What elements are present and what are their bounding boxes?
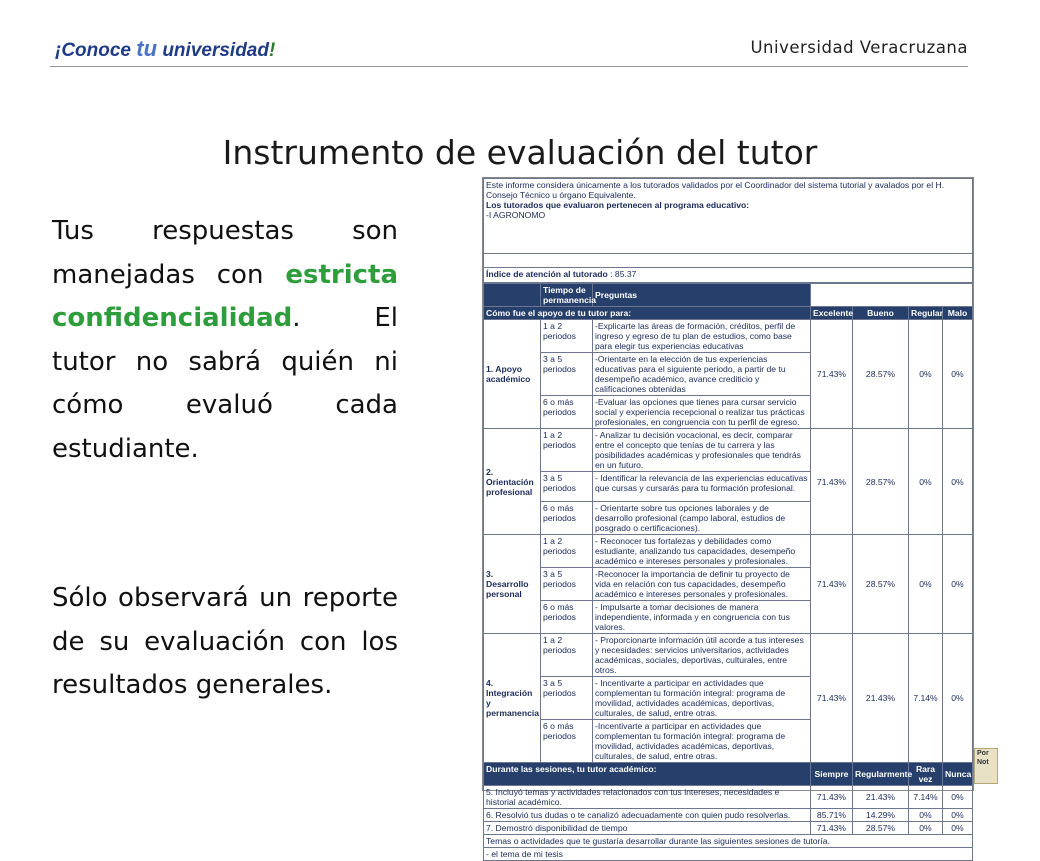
percentage-cell: 71.43% — [811, 320, 853, 429]
topic-item: - el tema de mi tesis — [484, 848, 973, 861]
institution-name: Universidad Veracruzana — [750, 38, 968, 57]
question-cell: - Identificar la relevancia de las experiencias educativas que cursas y cursarás para tu formación profesional. — [593, 472, 811, 502]
confidentiality-paragraph: Tus respuestas son manejadas con estricta confidencialidad. El tutor no sabrá quién ni cómo evaluó cada estudiante. — [52, 216, 398, 464]
session-item-value: 0% — [943, 786, 973, 809]
percentage-cell: 21.43% — [853, 634, 909, 763]
frequency-header-1: Regularmente — [853, 763, 909, 786]
period-cell: 1 a 2 periodos — [541, 634, 593, 677]
period-cell: 6 o más periodos — [541, 720, 593, 763]
side-note-chip: Por Not — [974, 748, 998, 784]
period-cell: 6 o más periodos — [541, 396, 593, 429]
header-ratings-blank — [811, 284, 973, 307]
percentage-cell: 71.43% — [811, 634, 853, 763]
session-item-value: 0% — [943, 822, 973, 835]
session-item-question: 7. Demostró disponibilidad de tiempo — [484, 822, 811, 835]
period-cell: 1 a 2 periodos — [541, 429, 593, 472]
question-cell: -Reconocer la importancia de definir tu proyecto de vida en relación con tus capacidades, desempeño académico e intereses personales y profesionales. — [593, 568, 811, 601]
session-item-value: 71.43% — [811, 822, 853, 835]
percentage-cell: 0% — [943, 634, 973, 763]
percentage-cell: 28.57% — [853, 535, 909, 634]
period-cell: 3 a 5 periodos — [541, 353, 593, 396]
percentage-cell: 71.43% — [811, 429, 853, 535]
report-paragraph: Sólo observará un reporte de su evaluación con los resultados generales. — [52, 583, 398, 700]
session-item-value: 71.43% — [811, 786, 853, 809]
period-cell: 6 o más periodos — [541, 601, 593, 634]
group-label: 1. Apoyo académico — [484, 320, 541, 429]
rating-header-1: Bueno — [853, 307, 909, 320]
section2-label: Durante las sesiones, tu tutor académico: — [484, 763, 811, 786]
percentage-cell: 71.43% — [811, 535, 853, 634]
tutor-evaluation-report — [482, 177, 974, 859]
slide-title: Instrumento de evaluación del tutor — [222, 133, 818, 172]
session-item-value: 14.29% — [853, 809, 909, 822]
question-cell: - Analizar tu decisión vocacional, es decir, comparar entre el concepto que tenías de tu carrera y las posibilidades académicas y profesionales que tendrás en un futuro. — [593, 429, 811, 472]
question-cell: - Reconocer tus fortalezas y debilidades como estudiante, analizando tus capacidades, desempeño académico e intereses personales y profesionales. — [593, 535, 811, 568]
col-time-header: Tiempo de permanencia — [541, 284, 593, 307]
group-label: 4. Integración y permanencia — [484, 634, 541, 763]
question-cell: -Orientarte en la elección de tus experiencias educativas para el siguiente periodo, a partir de tu desempeño académico, avance crediticio y calificaciones obtenidas — [593, 353, 811, 396]
session-item-value: 0% — [943, 809, 973, 822]
rating-header-0: Excelente — [811, 307, 853, 320]
conoce-tu-universidad-logo: ¡Conoce tu universidad! — [55, 36, 276, 61]
topics-label: Temas o actividades que te gustaría desarrollar durante las siguientes sesiones de tutoría. — [484, 835, 973, 848]
question-cell: - Proporcionarte información útil acorde a tus intereses y necesidades: servicios universitarios, actividades académicas, sociales, deportivas, culturales, entre otros. — [593, 634, 811, 677]
report-intro: Este informe considera únicamente a los tutorados validados por el Coordinador del sistema tutorial y avalados por el H. Consejo Técnico u órgano Equivalente. Los tutorados que evaluaron pertenecen al programa educativo: -I AGRONOMO — [484, 179, 973, 254]
session-item-value: 85.71% — [811, 809, 853, 822]
session-item-question: 5. Incluyó temas y actividades relacionados con tus intereses, necesidades e historial académico. — [484, 786, 811, 809]
header-blank — [484, 284, 541, 307]
col-questions-header: Preguntas — [593, 284, 811, 307]
percentage-cell: 0% — [943, 535, 973, 634]
question-cell: - Impulsarte a tomar decisiones de manera independiente, informada y en congruencia con tus valores. — [593, 601, 811, 634]
frequency-header-3: Nunca — [943, 763, 973, 786]
session-item-question: 6. Resolvió tus dudas o te canalizó adecuadamente con quien pudo resolverlas. — [484, 809, 811, 822]
report-header-table — [483, 178, 973, 283]
percentage-cell: 0% — [943, 320, 973, 429]
slide-header — [0, 0, 1024, 70]
group-label: 2. Orientación profesional — [484, 429, 541, 535]
evaluation-table — [483, 283, 973, 861]
period-cell: 6 o más periodos — [541, 502, 593, 535]
question-cell: - Incentivarte a participar en actividades que complementan tu formación integral: programa de movilidad, actividades académicas, deportivas, culturales, de salud, entre otras. — [593, 677, 811, 720]
period-cell: 3 a 5 periodos — [541, 568, 593, 601]
period-cell: 1 a 2 periodos — [541, 535, 593, 568]
percentage-cell: 0% — [943, 429, 973, 535]
question-cell: -Evaluar las opciones que tienes para cursar servicio social y experiencia recepcional o realizar tus prácticas profesionales, en congruencia con tu perfil de egreso. — [593, 396, 811, 429]
session-item-value: 0% — [909, 809, 943, 822]
session-item-value: 28.57% — [853, 822, 909, 835]
period-cell: 3 a 5 periodos — [541, 472, 593, 502]
highlight-confidentiality: estricta confidencialidad — [52, 259, 398, 333]
percentage-cell: 0% — [909, 429, 943, 535]
question-cell: -Explicarte las áreas de formación, créditos, perfil de ingreso y egreso de tu plan de estudios, como base para elegir tus experiencias educativas — [593, 320, 811, 353]
question-cell: - Orientarte sobre tus opciones laborales y de desarrollo profesional (campo laboral, estudios de posgrado o certificaciones). — [593, 502, 811, 535]
session-item-value: 7.14% — [909, 786, 943, 809]
section1-label: Cómo fue el apoyo de tu tutor para: — [484, 307, 811, 320]
session-item-value: 0% — [909, 822, 943, 835]
rating-header-3: Malo — [943, 307, 973, 320]
rating-header-2: Regular — [909, 307, 943, 320]
attention-index: Índice de atención al tutorado : 85.37 — [484, 268, 973, 283]
percentage-cell: 0% — [909, 535, 943, 634]
session-item-value: 21.43% — [853, 786, 909, 809]
group-label: 3. Desarrollo personal — [484, 535, 541, 634]
question-cell: -Incentivarte a participar en actividades que complementan tu formación integral: programa de movilidad, actividades académicas, deportivas, culturales, de salud, entre otras. — [593, 720, 811, 763]
header-divider — [50, 66, 968, 67]
period-cell: 3 a 5 periodos — [541, 677, 593, 720]
percentage-cell: 7.14% — [909, 634, 943, 763]
frequency-header-0: Siempre — [811, 763, 853, 786]
percentage-cell: 0% — [909, 320, 943, 429]
percentage-cell: 28.57% — [853, 320, 909, 429]
frequency-header-2: Rara vez — [909, 763, 943, 786]
percentage-cell: 28.57% — [853, 429, 909, 535]
period-cell: 1 a 2 periodos — [541, 320, 593, 353]
